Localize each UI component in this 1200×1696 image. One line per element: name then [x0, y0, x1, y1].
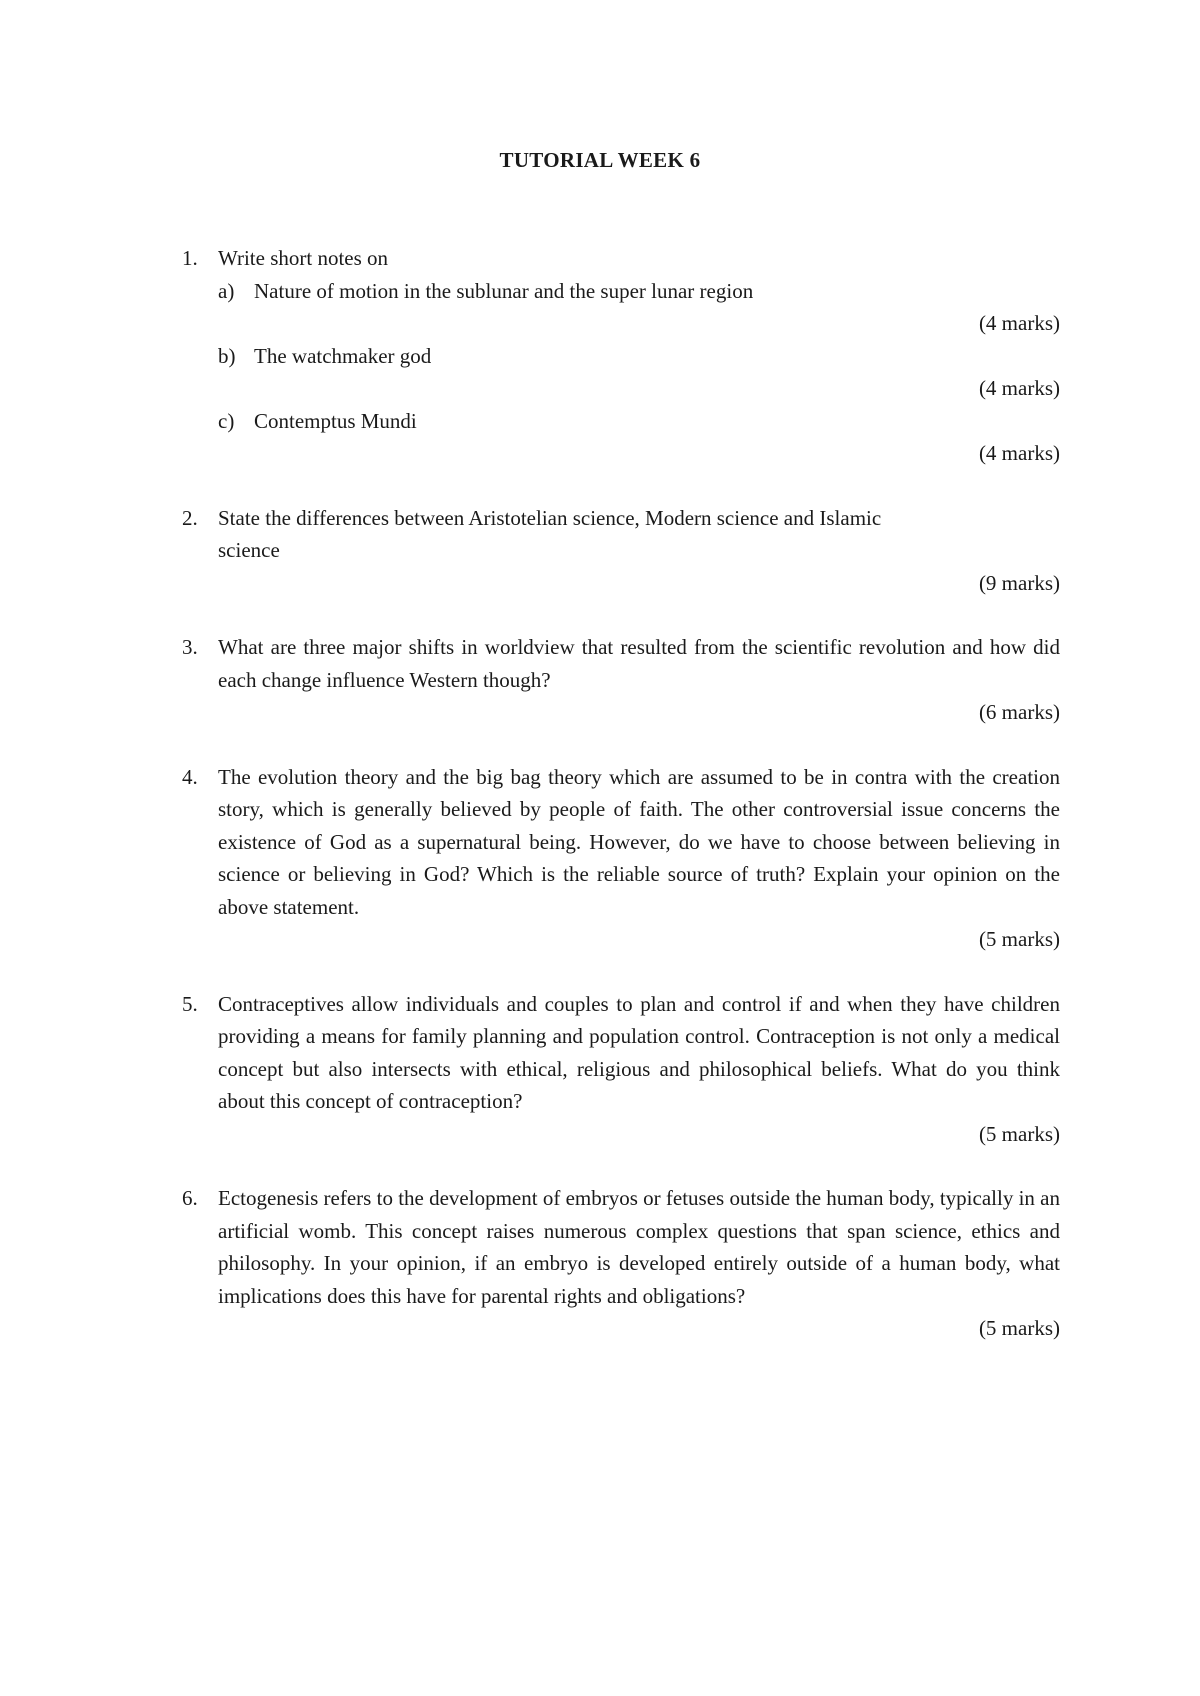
question-1 [182, 242, 1060, 470]
question-number: 4. [182, 764, 198, 789]
question-text: State the differences between Aristotelian science, Modern science and Islamic science [218, 505, 882, 562]
marks-label: (4 marks) [978, 311, 1060, 335]
sub-question-b [218, 340, 1060, 373]
marks-label: (6 marks) [978, 700, 1060, 724]
question-3 [182, 631, 1060, 729]
marks-label: (4 marks) [978, 376, 1060, 400]
sub-question-text: The watchmaker god [254, 343, 432, 368]
sub-question-text: Contemptus Mundi [254, 408, 417, 433]
question-text: What are three major shifts in worldview that resulted from the scientific revolution and how did each change influence Western though? [218, 635, 1060, 692]
question-5 [182, 988, 1060, 1151]
question-4 [182, 761, 1060, 956]
question-number: 5. [182, 991, 198, 1016]
page-title: TUTORIAL WEEK 6 [499, 148, 701, 172]
marks-label: (5 marks) [978, 927, 1060, 951]
marks-label: (5 marks) [978, 1121, 1060, 1146]
question-number: 1. [182, 246, 198, 270]
question-6 [182, 1182, 1060, 1345]
question-number: 3. [182, 635, 198, 659]
marks-label: (9 marks) [978, 570, 1060, 595]
marks-label: (5 marks) [978, 1316, 1060, 1340]
question-text: Write short notes on [218, 246, 389, 270]
question-number: 2. [182, 505, 198, 530]
sub-question-a [218, 275, 1060, 308]
question-text: Contraceptives allow individuals and couples to plan and control if and when they have children providing a means for family planning and population control. Contraception is not only a medical concept but also intersects with ethical, religious and philosophical beliefs. What do you think about this concept of contraception? [218, 991, 1060, 1113]
sub-question-label: b) [218, 343, 236, 368]
question-2 [182, 502, 1060, 600]
question-text: Ectogenesis refers to the development of embryos or fetuses outside the human body, typically in an artificial womb. This concept raises numerous complex questions that span science, ethics and philosophy. In your opinion, if an embryo is developed entirely outside of a human body, what implications does this have for parental rights and obligations? [218, 1186, 1060, 1308]
marks-label: (4 marks) [978, 441, 1060, 465]
sub-question-text: Nature of motion in the sublunar and the super lunar region [254, 278, 754, 303]
question-number: 6. [182, 1186, 198, 1210]
sub-question-label: c) [218, 408, 235, 433]
sub-question-label: a) [218, 278, 235, 303]
question-list [182, 242, 1060, 1377]
question-text: The evolution theory and the big bag theory which are assumed to be in contra with the creation story, which is generally believed by people of faith. The other controversial issue concerns the existence of God as a supernatural being. However, do we have to choose between believing in science or believing in God? Which is the reliable source of truth? Explain your opinion on the above statement. [218, 764, 1060, 919]
sub-question-c [218, 405, 1060, 438]
